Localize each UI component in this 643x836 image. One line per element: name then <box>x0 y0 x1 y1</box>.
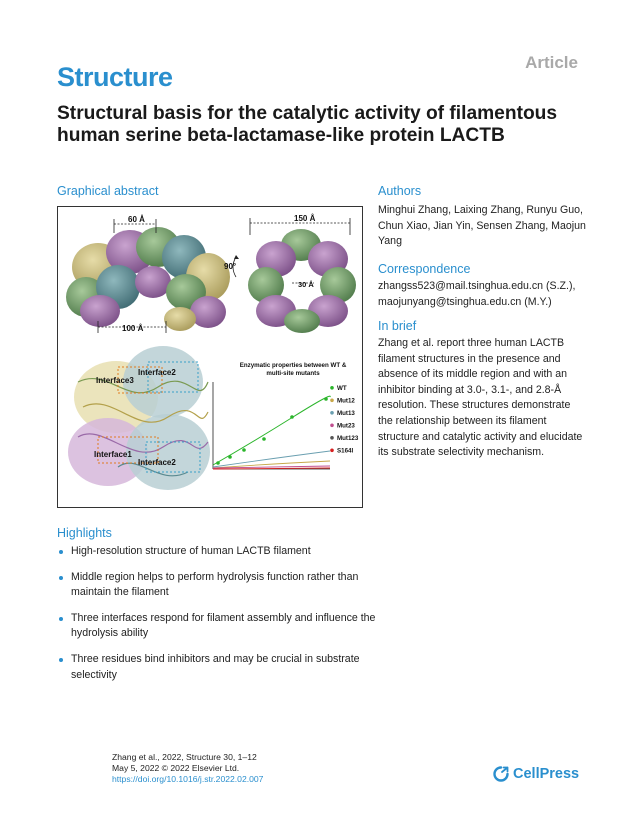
highlight-item: Middle region helps to perform hydrolysis function rather than maintain the filament <box>57 570 377 601</box>
citation-block <box>112 752 263 785</box>
highlight-item: Three residues bind inhibitors and may be crucial in substrate selectivity <box>57 652 377 683</box>
interface3-label: Interface3 <box>96 376 134 385</box>
chart-legend <box>330 385 359 455</box>
interface2-bottom-label: Interface2 <box>138 458 176 467</box>
interface-structure-view <box>68 346 210 490</box>
highlights-heading: Highlights <box>57 526 112 540</box>
dimension-label-100: 100 Å <box>122 324 144 333</box>
legend-marker <box>330 399 334 403</box>
highlights-list <box>57 544 377 693</box>
rotation-label: 90° <box>224 262 237 271</box>
legend-marker <box>330 424 334 428</box>
correspondence-emails <box>378 279 608 310</box>
dimension-label-60: 60 Å <box>128 215 145 224</box>
legend-marker <box>330 386 334 390</box>
legend-marker <box>330 411 334 415</box>
enzymatic-chart <box>213 362 359 469</box>
dimension-label-30: 30 Å <box>298 280 314 289</box>
chart-title-line1: Enzymatic properties between WT & <box>239 362 347 369</box>
legend-entry: Mut12 <box>337 397 355 405</box>
article-type-label: Article <box>525 53 578 72</box>
interface2-top-label: Interface2 <box>138 368 176 377</box>
legend-entry: Mut123 <box>337 435 359 442</box>
chart-title-line2: multi-site mutants <box>266 370 320 377</box>
legend-entry: Mut13 <box>337 410 355 417</box>
highlight-item: High-resolution structure of human LACTB filament <box>57 544 377 560</box>
journal-name: Structure <box>57 62 173 92</box>
graphical-abstract-heading: Graphical abstract <box>57 184 159 198</box>
graphical-abstract-figure <box>57 206 363 508</box>
doi-link[interactable]: https://doi.org/10.1016/j.str.2022.02.007 <box>112 774 264 784</box>
dimension-label-150: 150 Å <box>294 214 316 223</box>
correspondence-email-2[interactable]: maojunyang@tsinghua.edu.cn (M.Y.) <box>378 295 552 308</box>
correspondence-email-1[interactable]: zhangss523@mail.tsinghua.edu.cn (S.Z.), <box>378 280 576 292</box>
authors-list: Minghui Zhang, Laixing Zhang, Runyu Guo, Chun Xiao, Jian Yin, Sensen Zhang, Maojun Yang <box>378 204 586 248</box>
legend-marker <box>330 436 334 440</box>
filament-side-view <box>66 215 230 333</box>
legend-entry: WT <box>337 385 347 392</box>
in-brief-heading: In brief <box>378 319 417 333</box>
citation-line: Zhang et al., 2022, Structure 30, 1–12 <box>112 752 257 762</box>
legend-entry: Mut23 <box>337 422 355 430</box>
highlight-item: Three interfaces respond for filament assembly and influence the hydrolysis ability <box>57 611 377 642</box>
legend-marker <box>330 449 334 453</box>
in-brief-text: Zhang et al. report three human LACTB filament structures in the presence and absence of its middle region and with an inhibitor binding at 3.0-, 3.1-, and 2.8-Å resolution. These structures demonstrate the relationship between its filament structure and catalytic activity and elucidate its substrate selectivity mechanism. <box>378 337 583 459</box>
filament-end-view <box>248 214 356 333</box>
paper-title: Structural basis for the catalytic activity of filamentous human serine beta-lactamase-like protein LACTB <box>57 103 558 146</box>
interface1-label: Interface1 <box>94 450 132 459</box>
authors-heading: Authors <box>378 184 422 198</box>
citation-date: May 5, 2022 © 2022 Elsevier Ltd. <box>112 763 240 773</box>
cellpress-logo-icon <box>493 766 509 782</box>
correspondence-heading: Correspondence <box>378 262 471 276</box>
publisher-logo <box>493 766 579 782</box>
publisher-name: CellPress <box>513 766 580 782</box>
legend-entry: S164I <box>337 447 354 455</box>
